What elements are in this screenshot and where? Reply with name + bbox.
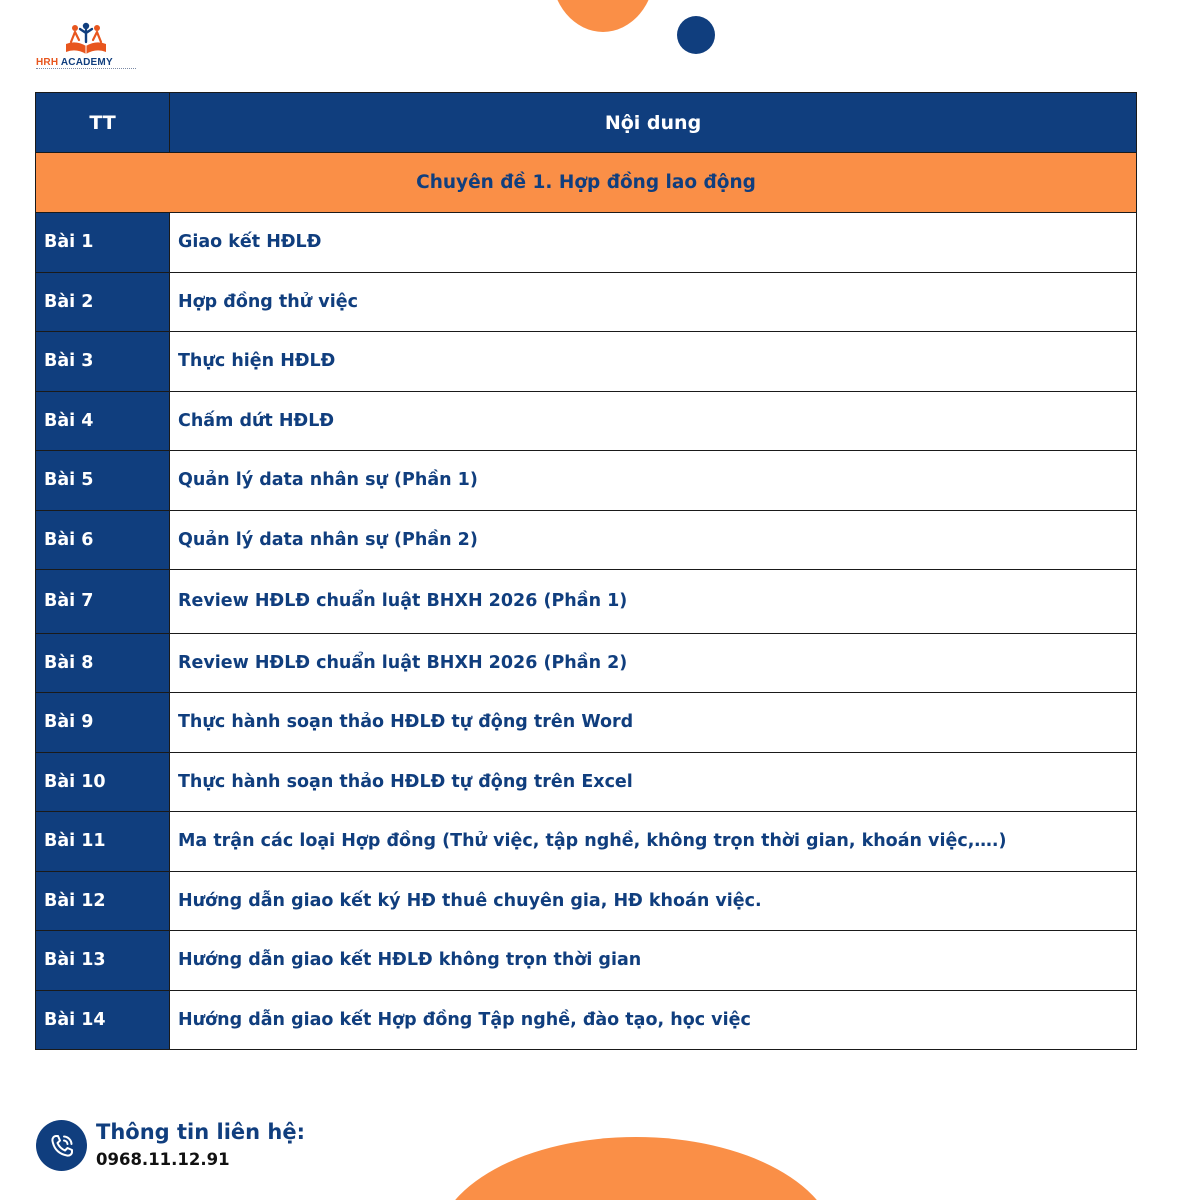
lesson-title: Review HĐLĐ chuẩn luật BHXH 2026 (Phần 2) [170,633,1137,693]
lesson-number: Bài 8 [36,633,170,693]
decorative-orange-circle-top [551,0,655,32]
table-header-row [36,93,1137,153]
lesson-title: Thực hiện HĐLĐ [170,332,1137,392]
lesson-number: Bài 1 [36,213,170,273]
lesson-title: Quản lý data nhân sự (Phần 2) [170,510,1137,570]
table-row [36,990,1137,1050]
table-row [36,510,1137,570]
lesson-number: Bài 7 [36,570,170,634]
section-row [36,153,1137,213]
table-row [36,451,1137,511]
contact-phone[interactable]: 0968.11.12.91 [96,1150,230,1169]
logo-tagline [36,68,136,71]
logo-wordmark: HRH ACADEMY [36,57,113,68]
academy-logo [36,22,136,72]
lesson-title: Ma trận các loại Hợp đồng (Thử việc, tập nghề, không trọn thời gian, khoán việc,….) [170,812,1137,872]
table-row [36,391,1137,451]
lesson-title: Hướng dẫn giao kết HĐLĐ không trọn thời gian [170,931,1137,991]
lesson-number: Bài 5 [36,451,170,511]
section-title: Chuyên đề 1. Hợp đồng lao động [36,153,1137,213]
lesson-title: Hợp đồng thử việc [170,272,1137,332]
lesson-title: Hướng dẫn giao kết Hợp đồng Tập nghề, đào tạo, học việc [170,990,1137,1050]
table-row [36,752,1137,812]
lesson-title: Hướng dẫn giao kết ký HĐ thuê chuyên gia, HĐ khoán việc. [170,871,1137,931]
table-row [36,812,1137,872]
lesson-title: Thực hành soạn thảo HĐLĐ tự động trên Excel [170,752,1137,812]
lesson-number: Bài 10 [36,752,170,812]
header-tt: TT [36,93,170,153]
lesson-number: Bài 6 [36,510,170,570]
lesson-number: Bài 4 [36,391,170,451]
lesson-number: Bài 9 [36,693,170,753]
table-row [36,931,1137,991]
lesson-title: Giao kết HĐLĐ [170,213,1137,273]
header-content: Nội dung [170,93,1137,153]
logo-book-icon [58,22,114,56]
table-row [36,693,1137,753]
lesson-number: Bài 12 [36,871,170,931]
lesson-number: Bài 14 [36,990,170,1050]
lesson-number: Bài 13 [36,931,170,991]
lesson-title: Quản lý data nhân sự (Phần 1) [170,451,1137,511]
lesson-title: Chấm dứt HĐLĐ [170,391,1137,451]
lesson-title: Thực hành soạn thảo HĐLĐ tự động trên Word [170,693,1137,753]
table-row [36,871,1137,931]
decorative-orange-arc-bottom [436,1137,836,1200]
table-row [36,332,1137,392]
table-row [36,272,1137,332]
lesson-number: Bài 2 [36,272,170,332]
lesson-number: Bài 11 [36,812,170,872]
table-row [36,633,1137,693]
course-table [35,92,1137,1050]
decorative-blue-dot [677,16,715,54]
contact-title: Thông tin liên hệ: [96,1120,305,1144]
table-row [36,570,1137,634]
lesson-number: Bài 3 [36,332,170,392]
lesson-title: Review HĐLĐ chuẩn luật BHXH 2026 (Phần 1) [170,570,1137,634]
phone-icon [36,1120,87,1171]
table-row [36,213,1137,273]
